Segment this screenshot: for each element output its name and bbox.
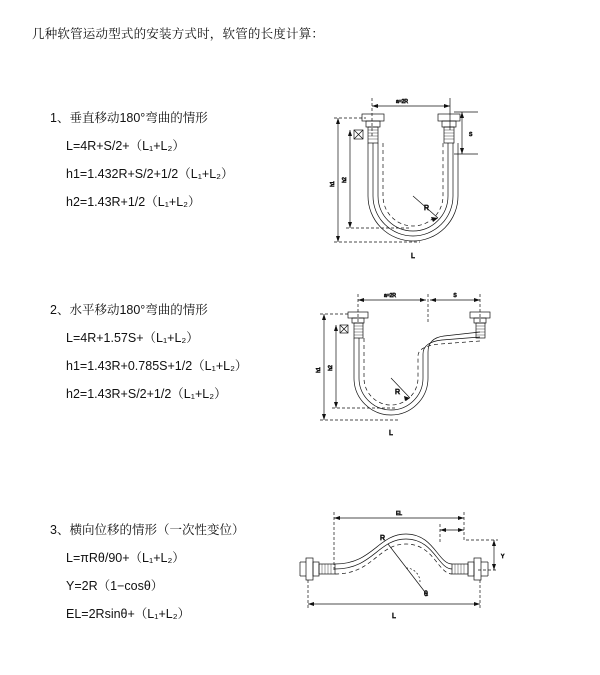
formula-block-3	[50, 520, 310, 632]
svg-text:h2: h2	[328, 365, 334, 371]
svg-text:R: R	[380, 535, 386, 542]
formula-3-3: EL=2Rsinθ+（L₁+L₂）	[66, 607, 191, 621]
svg-text:R: R	[424, 205, 430, 212]
section-title-3: 3、横向位移的情形（一次性变位）	[50, 523, 245, 537]
svg-text:S: S	[469, 132, 473, 138]
svg-text:R: R	[395, 389, 401, 396]
formula-2-1: L=4R+1.57S+（L₁+L₂）	[66, 331, 199, 345]
svg-text:a=2R: a=2R	[395, 99, 409, 105]
svg-text:Y: Y	[501, 554, 505, 560]
formula-1-1: L=4R+S/2+（L₁+L₂）	[66, 139, 185, 153]
svg-text:h1: h1	[330, 181, 336, 187]
svg-text:EL: EL	[395, 511, 403, 517]
svg-text:S: S	[453, 293, 457, 299]
svg-text:θ: θ	[424, 591, 428, 598]
formula-1-2: h1=1.432R+S/2+1/2（L₁+L₂）	[66, 167, 234, 181]
figure-horizontal-180	[310, 280, 520, 450]
figure-lateral-offset	[288, 500, 518, 640]
formula-2-2: h1=1.43R+0.785S+1/2（L₁+L₂）	[66, 359, 248, 373]
formula-block-2	[50, 300, 310, 412]
svg-text:a=2R: a=2R	[383, 293, 397, 299]
svg-text:L: L	[392, 613, 396, 620]
svg-text:h2: h2	[342, 177, 348, 183]
formula-3-1: L=πRθ/90+（L₁+L₂）	[66, 551, 185, 565]
svg-text:L: L	[411, 253, 415, 260]
section-title-1: 1、垂直移动180°弯曲的情形	[50, 111, 208, 125]
svg-text:L: L	[389, 430, 393, 437]
formula-block-1	[50, 108, 310, 220]
page-title: 几种软管运动型式的安装方式时，软管的长度计算：	[32, 27, 325, 41]
formula-1-3: h2=1.43R+1/2（L₁+L₂）	[66, 195, 201, 209]
svg-text:h1: h1	[316, 367, 322, 373]
formula-3-2: Y=2R（1−cosθ）	[66, 579, 164, 593]
section-title-2: 2、水平移动180°弯曲的情形	[50, 303, 208, 317]
formula-2-3: h2=1.43R+S/2+1/2（L₁+L₂）	[66, 387, 227, 401]
figure-vertical-180	[310, 68, 520, 288]
